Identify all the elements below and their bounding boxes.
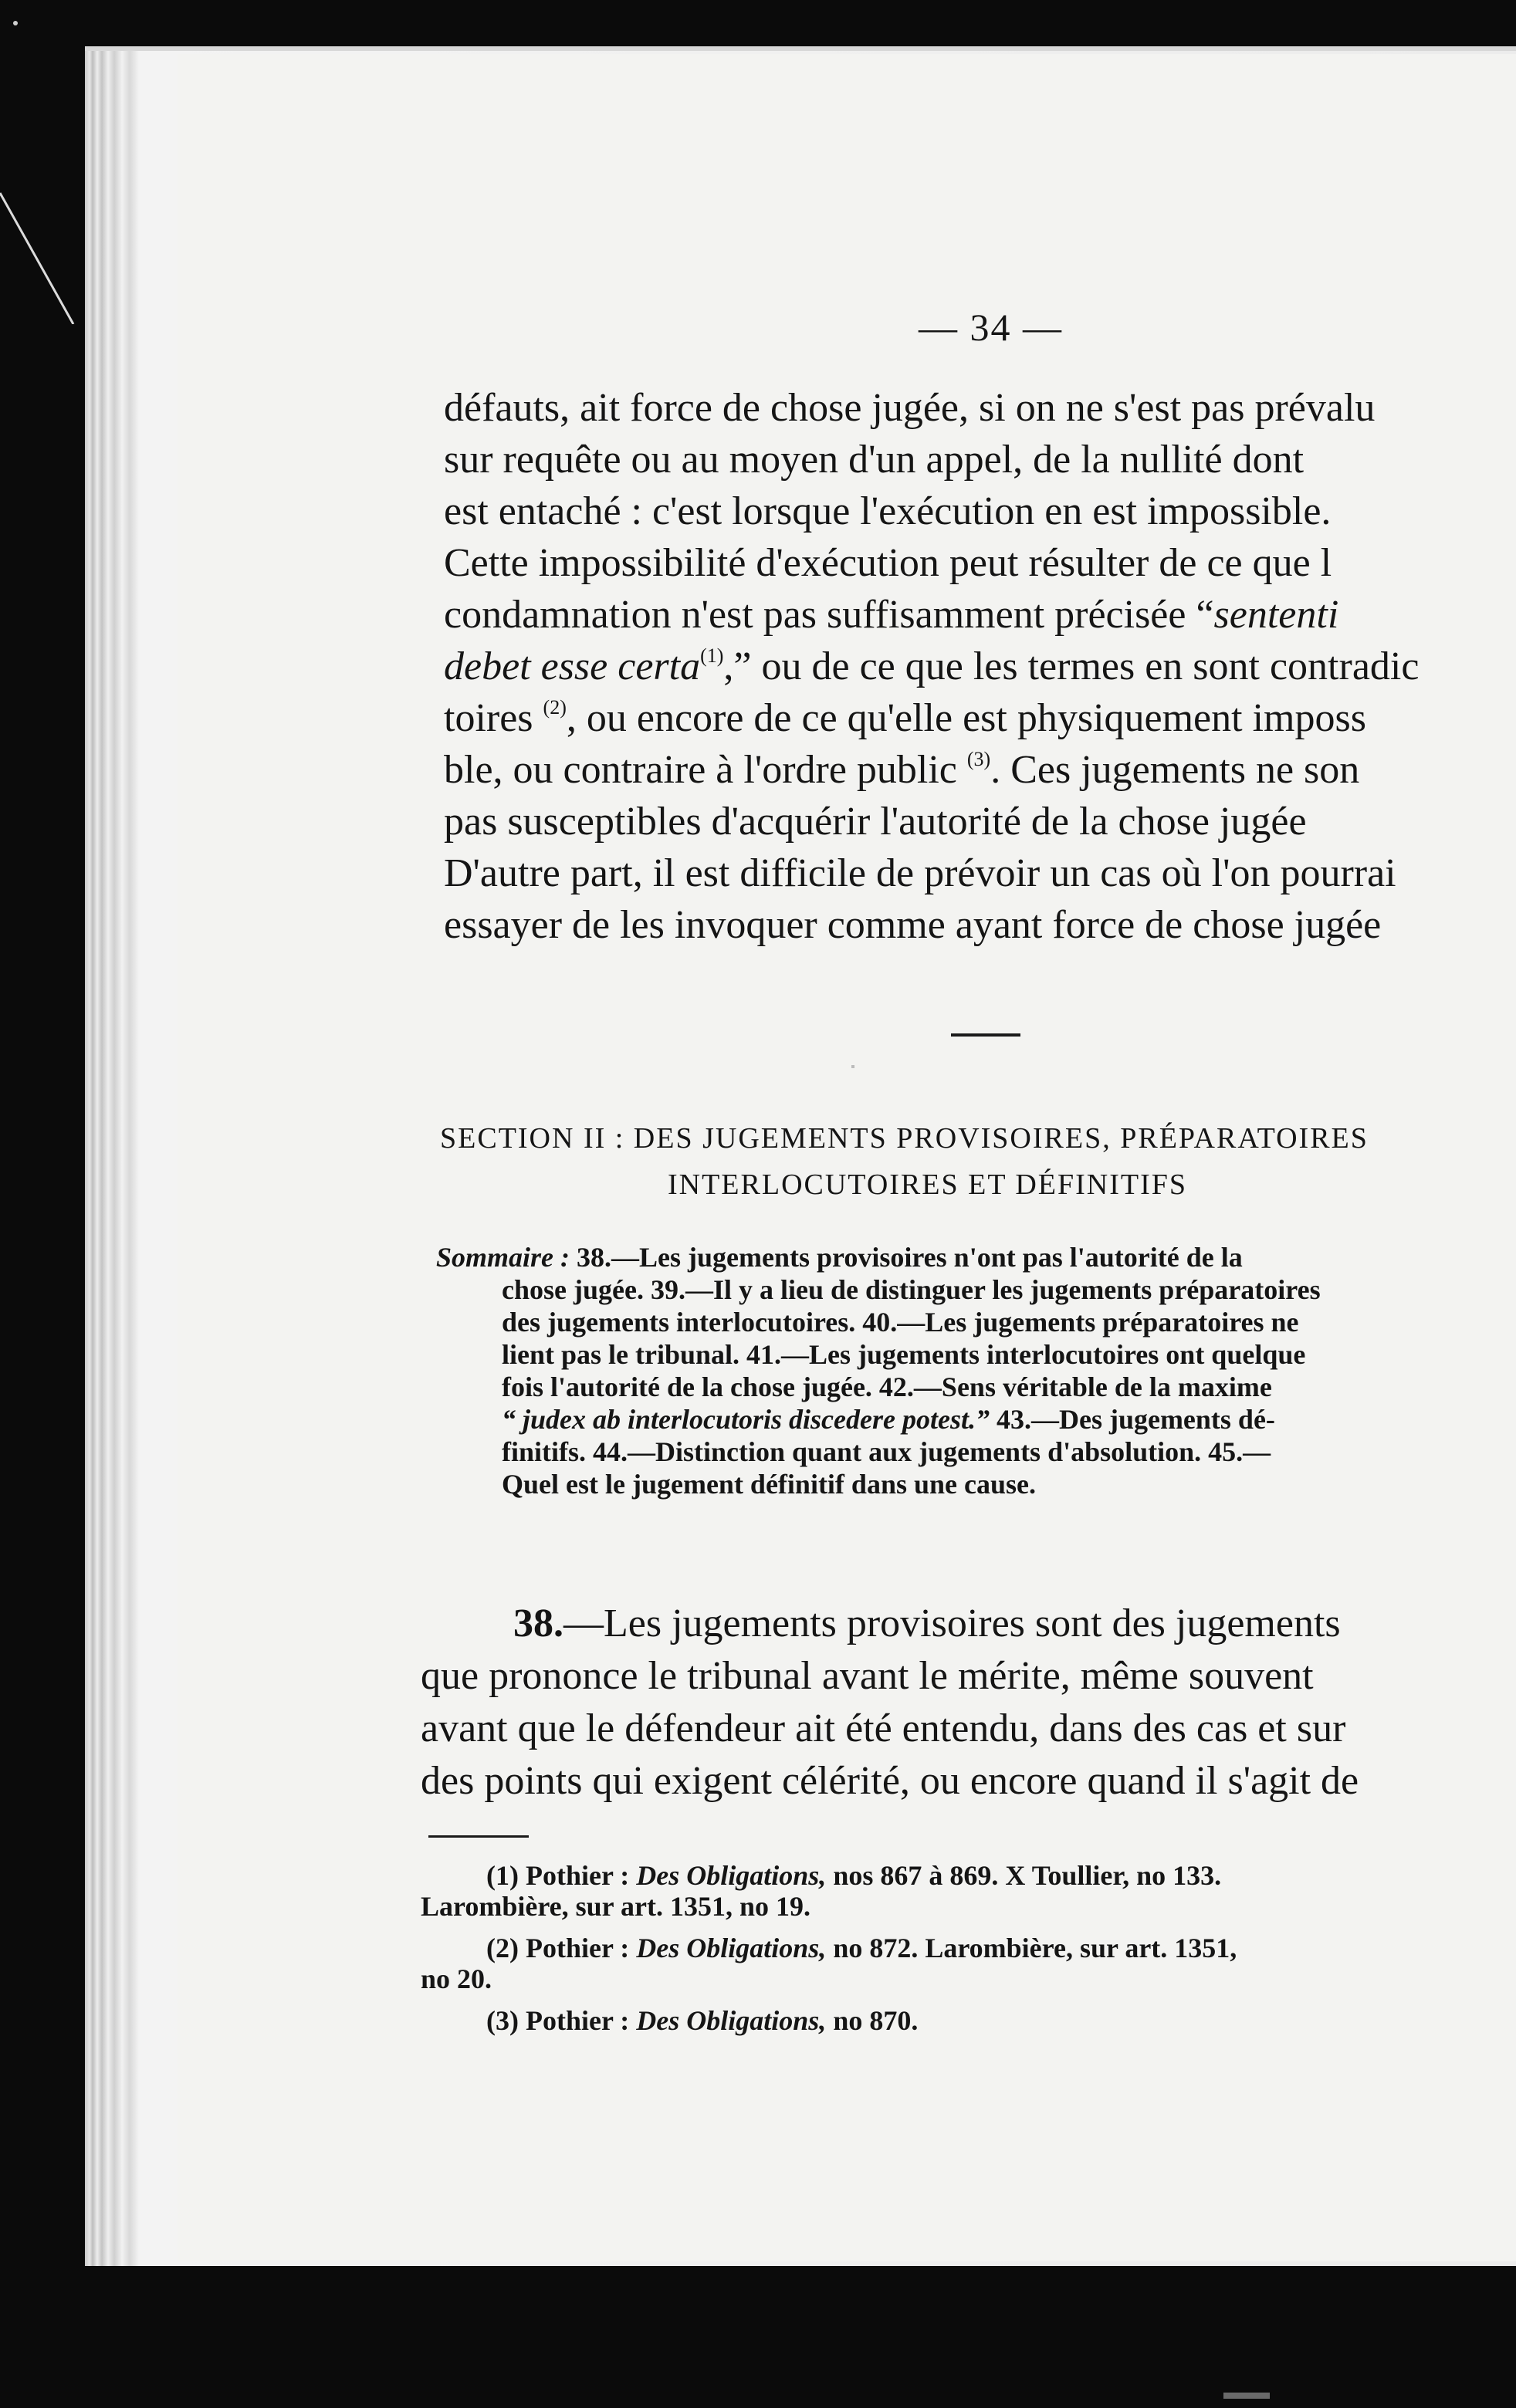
footnotes bbox=[421, 1860, 1516, 2047]
scan-edge-mark bbox=[0, 0, 93, 324]
summary-line bbox=[436, 1403, 1516, 1436]
footnote-number: (2) bbox=[486, 1933, 519, 1963]
footnote-line: no 20. bbox=[421, 1963, 492, 1994]
footnote-author: Pothier : bbox=[525, 1860, 630, 1891]
text-segment: ble, ou contraire à l'ordre public bbox=[444, 748, 957, 792]
summary-line: des jugements interlocutoires. 40.—Les jugements préparatoires ne bbox=[502, 1307, 1299, 1338]
footnote-3 bbox=[421, 2005, 1516, 2036]
footnote-author: Pothier : bbox=[525, 2005, 630, 2036]
summary-line: Quel est le jugement définitif dans une cause. bbox=[502, 1469, 1036, 1500]
text-line: debet esse certa$^{(1)}$,” ou de ce que les termes en sont contradic bbox=[444, 644, 1420, 688]
section-heading-line: INTERLOCUTOIRES ET DÉFINITIFS bbox=[668, 1168, 1188, 1201]
summary-label: Sommaire : bbox=[436, 1242, 570, 1273]
summary-line bbox=[436, 1241, 1516, 1273]
paragraph-number: 38. bbox=[513, 1601, 563, 1645]
page-number: — 34 — bbox=[919, 306, 1063, 349]
text-segment: toires bbox=[444, 696, 533, 740]
text-line: que prononce le tribunal avant le mérite, même souvent bbox=[421, 1654, 1314, 1698]
text-line: D'autre part, il est difficile de prévoir un cas où l'on pourrai bbox=[444, 851, 1396, 895]
footnote-2 bbox=[421, 1933, 1516, 1994]
footnote-number: (3) bbox=[486, 2005, 519, 2036]
footnote-line bbox=[421, 1860, 1516, 1891]
text-segment: 38.—Les jugements provisoires n'ont pas l'autorité de la bbox=[577, 1242, 1243, 1273]
footnote-author: Pothier : bbox=[525, 1933, 630, 1963]
section-heading-line: SECTION II : DES JUGEMENTS PROVISOIRES, PRÉPARATOIRES bbox=[440, 1122, 1369, 1155]
text-segment: ou encore de ce qu'elle est physiquement imposs bbox=[586, 696, 1366, 740]
footnote-line bbox=[421, 1933, 1516, 1963]
text-segment: Ces jugements ne son bbox=[1010, 748, 1360, 792]
footnote-number: (1) bbox=[486, 1860, 519, 1891]
footnote-line bbox=[421, 2005, 1516, 2036]
latin-quote: debet esse certa bbox=[444, 644, 701, 688]
footnote-ref: (3) bbox=[966, 748, 991, 770]
section-divider bbox=[951, 1033, 1020, 1037]
latin-quote: sententi bbox=[1213, 593, 1339, 637]
text-line: sur requête ou au moyen d'un appel, de la nullité dont bbox=[444, 438, 1305, 482]
paragraph-38 bbox=[421, 1598, 1516, 1808]
body-paragraph bbox=[444, 382, 1516, 951]
text-segment: ou de ce que les termes en sont contradic bbox=[761, 644, 1420, 688]
text-line: défauts, ait force de chose jugée, si on ne s'est pas prévalu bbox=[444, 386, 1376, 430]
text-segment: no 872. Larombière, sur art. 1351, bbox=[833, 1933, 1237, 1963]
text-line bbox=[421, 1598, 1516, 1650]
footnote-title: Des Obligations, bbox=[636, 1933, 827, 1963]
footnote-ref: (2) bbox=[543, 696, 567, 719]
footnote-divider bbox=[428, 1835, 529, 1838]
scanner-mark bbox=[1223, 2393, 1270, 2399]
text-segment: —Les jugements provisoires sont des jugements bbox=[563, 1601, 1341, 1645]
text-line: est entaché : c'est lorsque l'exécution en est impossible. bbox=[444, 489, 1332, 533]
text-segment: nos 867 à 869. X Toullier, no 133. bbox=[833, 1860, 1222, 1891]
summary-line: lient pas le tribunal. 41.—Les jugements interlocutoires ont quelque bbox=[502, 1339, 1306, 1370]
text-line: Cette impossibilité d'exécution peut résulter de ce que l bbox=[444, 541, 1332, 585]
footnote-ref: (1) bbox=[700, 644, 724, 667]
text-line: ble, ou contraire à l'ordre public $^{(3)}$. Ces jugements ne son bbox=[444, 748, 1360, 792]
text-line: pas susceptibles d'acquérir l'autorité de la chose jugée bbox=[444, 800, 1307, 844]
text-segment: 43.—Des jugements dé- bbox=[996, 1404, 1275, 1435]
text-segment: no 870. bbox=[833, 2005, 919, 2036]
latin-maxim: “ judex ab interlocutoris discedere potest.” bbox=[502, 1404, 990, 1435]
text-segment: condamnation n'est pas suffisamment précisée “ bbox=[444, 593, 1214, 637]
text-line: avant que le défendeur ait été entendu, dans des cas et sur bbox=[421, 1706, 1346, 1750]
summary-line: finitifs. 44.—Distinction quant aux jugements d'absolution. 45.— bbox=[502, 1436, 1271, 1467]
footnote-1 bbox=[421, 1860, 1516, 1922]
footnote-title: Des Obligations, bbox=[636, 2005, 827, 2036]
text-line: des points qui exigent célérité, ou encore quand il s'agit de bbox=[421, 1759, 1359, 1803]
footnote-title: Des Obligations, bbox=[636, 1860, 827, 1891]
summary-line: fois l'autorité de la chose jugée. 42.—Sens véritable de la maxime bbox=[502, 1371, 1272, 1402]
summary-block bbox=[436, 1241, 1516, 1500]
section-heading bbox=[440, 1115, 1516, 1208]
registration-mark bbox=[851, 1065, 854, 1068]
text-line: toires $^{(2)}$, ou encore de ce qu'elle est physiquement imposs bbox=[444, 696, 1366, 740]
text-line: essayer de les invoquer comme ayant force de chose jugée bbox=[444, 903, 1382, 947]
text-line bbox=[444, 589, 1516, 641]
footnote-line: Larombière, sur art. 1351, no 19. bbox=[421, 1891, 810, 1922]
summary-line: chose jugée. 39.—Il y a lieu de distinguer les jugements préparatoires bbox=[502, 1274, 1321, 1305]
